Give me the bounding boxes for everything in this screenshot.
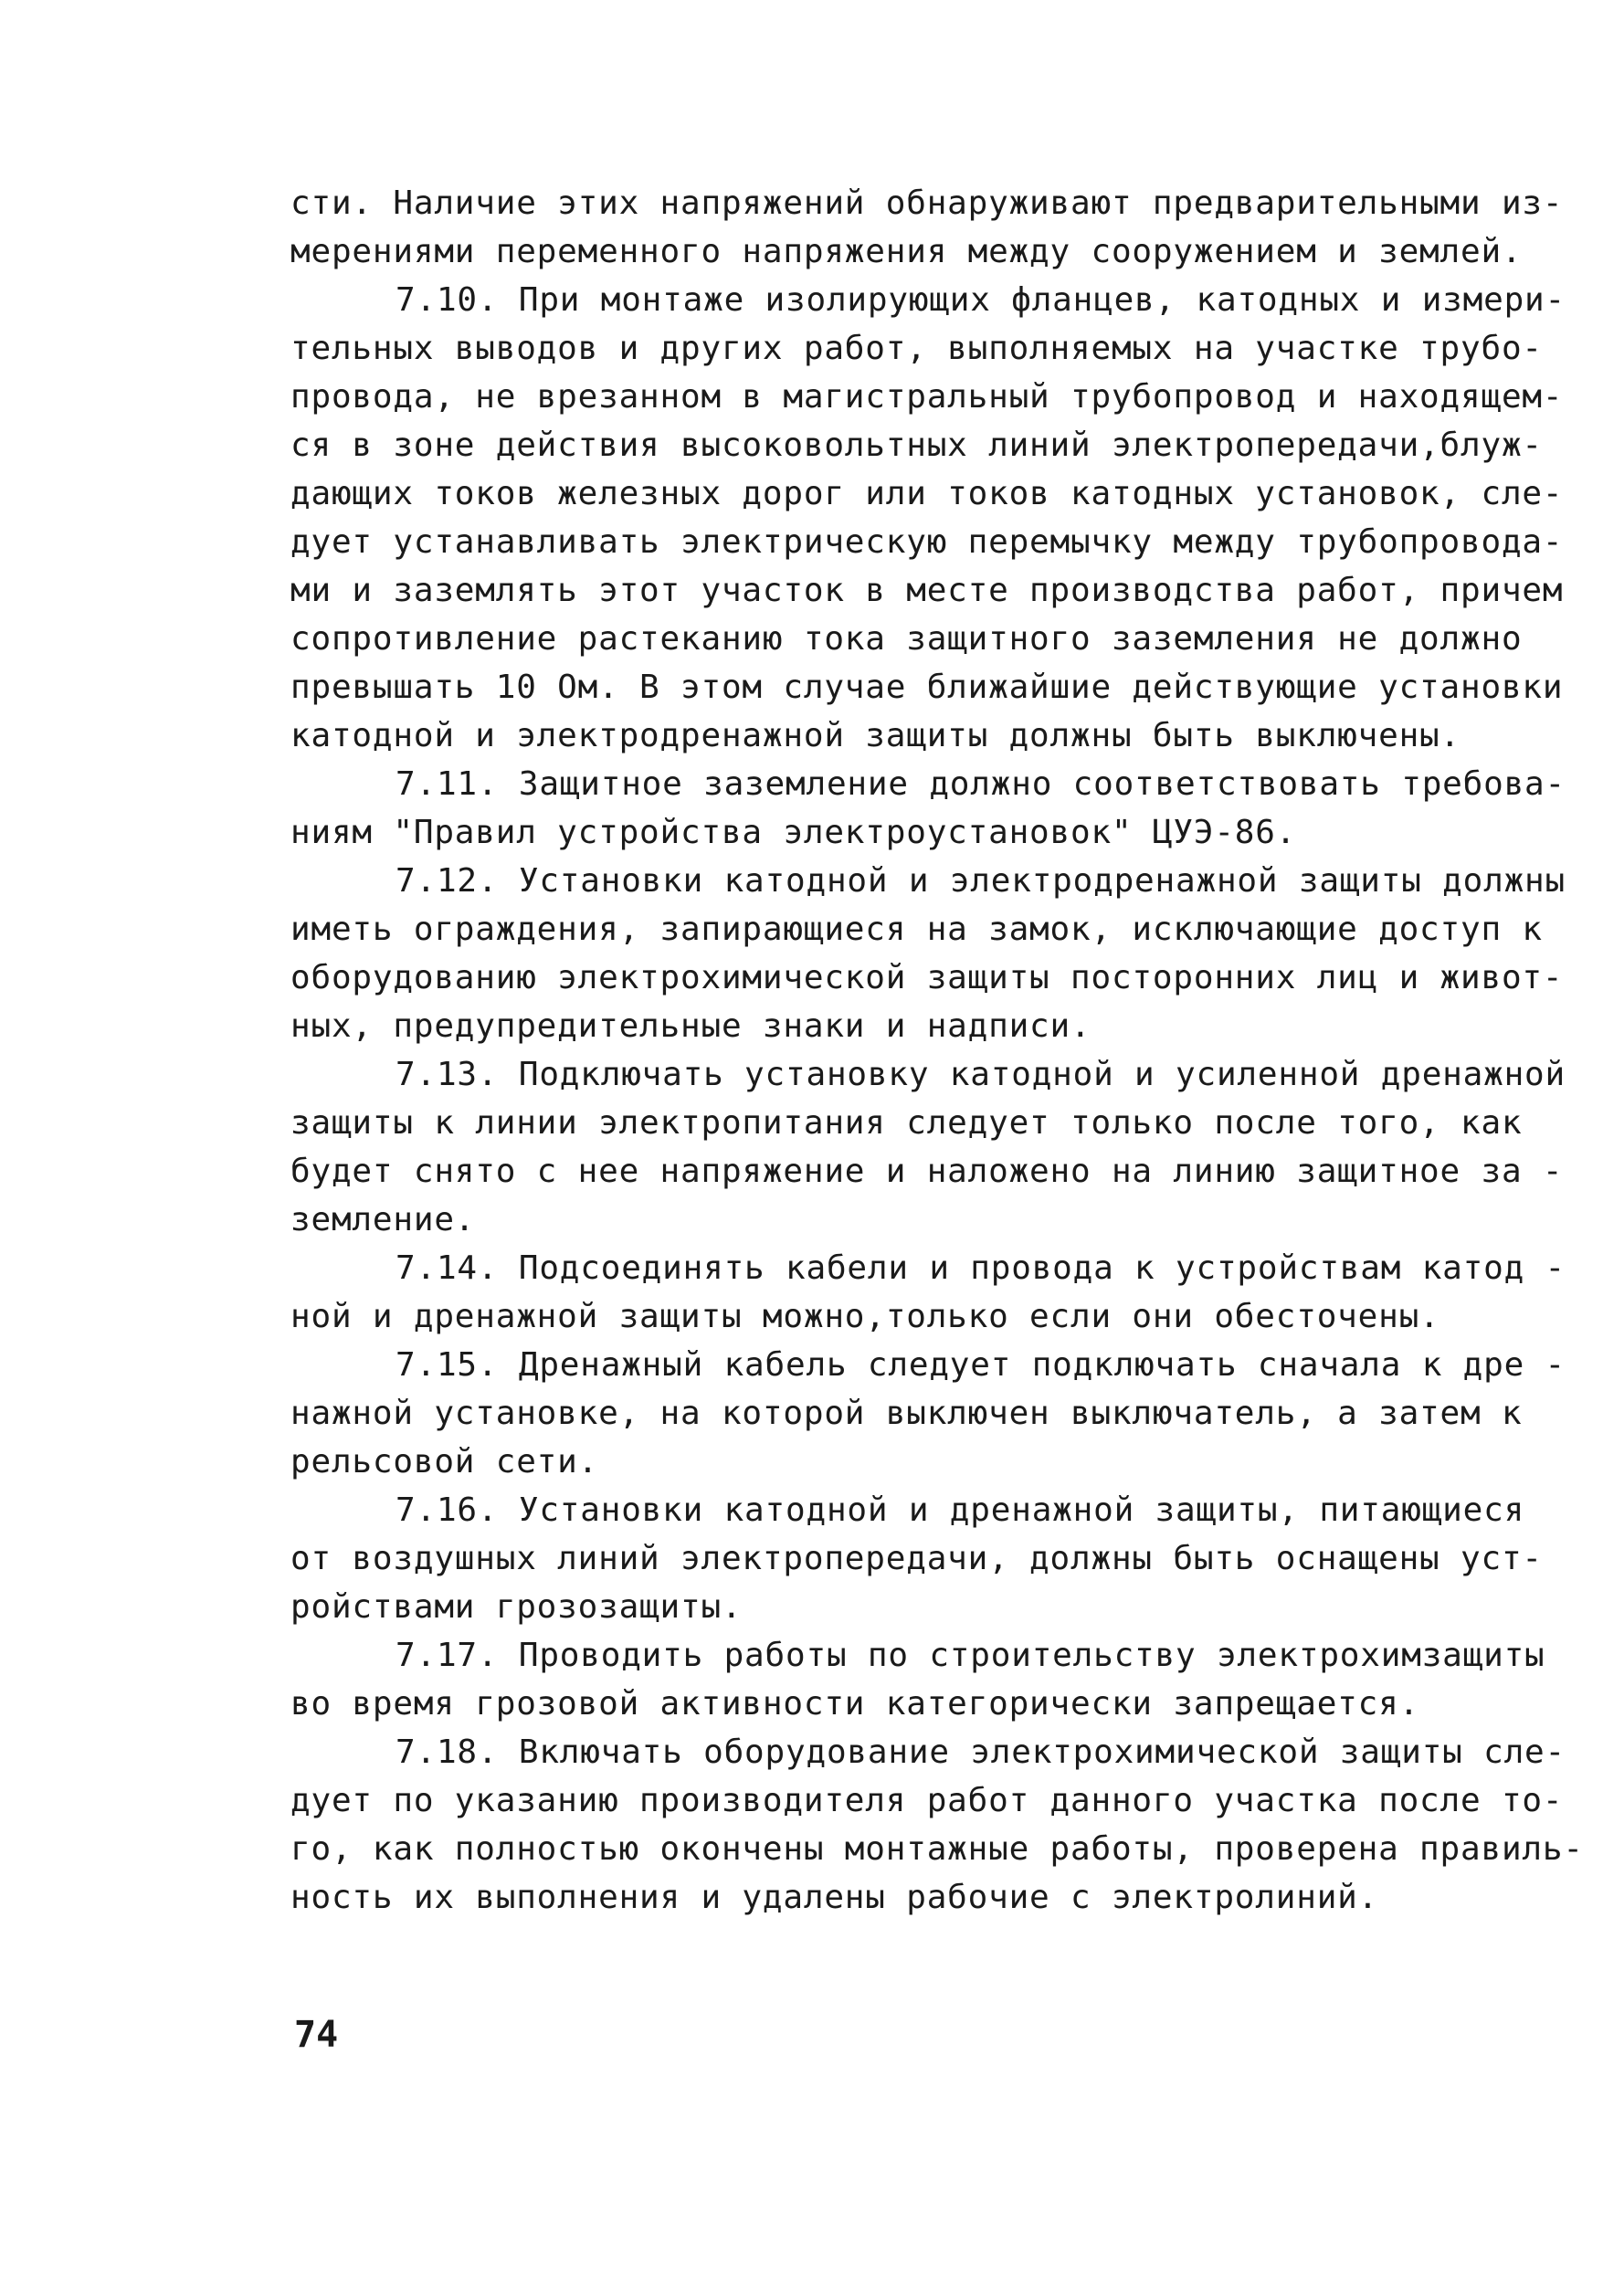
text-line: ной и дренажной защиты можно,только если они обесточены. [290,1298,1440,1335]
text-line: ми и заземлять этот участок в месте производства работ, причем [290,572,1564,609]
text-line: во время грозовой активности категорически запрещается. [290,1685,1420,1723]
text-line: провода, не врезанном в магистральный трубопровод и находящем- [290,378,1564,416]
page-number: 74 [294,2014,339,2056]
text-line: дающих токов железных дорог или токов катодных установок, сле- [290,475,1564,512]
text-line: 7.17. Проводить работы по строительству электрохимзащиты [395,1637,1545,1674]
text-line: превышать 10 Ом. В этом случае ближайшие действующие установки [290,669,1564,706]
text-line: дует устанавливать электрическую перемычку между трубопровода- [290,523,1564,561]
text-line: ройствами грозозащиты. [290,1588,743,1626]
text-line: 7.15. Дренажный кабель следует подключать сначала к дре - [395,1346,1566,1384]
text-line: го, как полностью окончены монтажные работы, проверена правиль- [290,1830,1584,1868]
text-line: оборудованию электрохимической защиты посторонних лиц и живот- [290,959,1564,996]
text-line: защиты к линии электропитания следует только после того, как [290,1104,1523,1142]
text-line: 7.14. Подсоединять кабели и провода к устройствам катод - [395,1249,1566,1287]
text-line: 7.11. Защитное заземление должно соответствовать требова- [395,765,1566,803]
text-line: ниям "Правил устройства электроустановок" ЦУЭ-86. [290,814,1297,851]
text-line: 7.16. Установки катодной и дренажной защиты, питающиеся [395,1491,1525,1529]
text-line: от воздушных линий электропередачи, должны быть оснащены уст- [290,1540,1543,1577]
text-line: ных, предупредительные знаки и надписи. [290,1007,1091,1045]
text-line: будет снято с нее напряжение и наложено на линию защитное за - [290,1153,1564,1190]
text-line: 7.18. Включать оборудование электрохимической защиты сле- [395,1733,1566,1771]
text-line: сти. Наличие этих напряжений обнаруживают предварительными из- [290,184,1564,222]
text-line: мерениями переменного напряжения между сооружением и землей. [290,233,1523,270]
text-line: сопротивление растеканию тока защитного заземления не должно [290,620,1523,658]
text-line: земление. [290,1201,476,1238]
text-line: дует по указанию производителя работ данного участка после то- [290,1782,1564,1819]
text-line: ся в зоне действия высоковольтных линий электропередачи,блуж- [290,427,1543,464]
body-text [290,179,1584,1922]
text-line: нажной установке, на которой выключен выключатель, а затем к [290,1395,1523,1432]
text-line: иметь ограждения, запирающиеся на замок, исключающие доступ к [290,911,1543,948]
text-line: рельсовой сети. [290,1443,599,1480]
text-line: тельных выводов и других работ, выполняемых на участке трубо- [290,330,1543,367]
text-line: катодной и электродренажной защиты должны быть выключены. [290,717,1461,754]
text-line: 7.12. Установки катодной и электродренажной защиты должны [395,862,1566,900]
text-line: ность их выполнения и удалены рабочие с электролиний. [290,1879,1379,1916]
text-line: 7.13. Подключать установку катодной и усиленной дренажной [395,1056,1566,1093]
text-line: 7.10. При монтаже изолирующих фланцев, катодных и измери- [395,281,1566,319]
